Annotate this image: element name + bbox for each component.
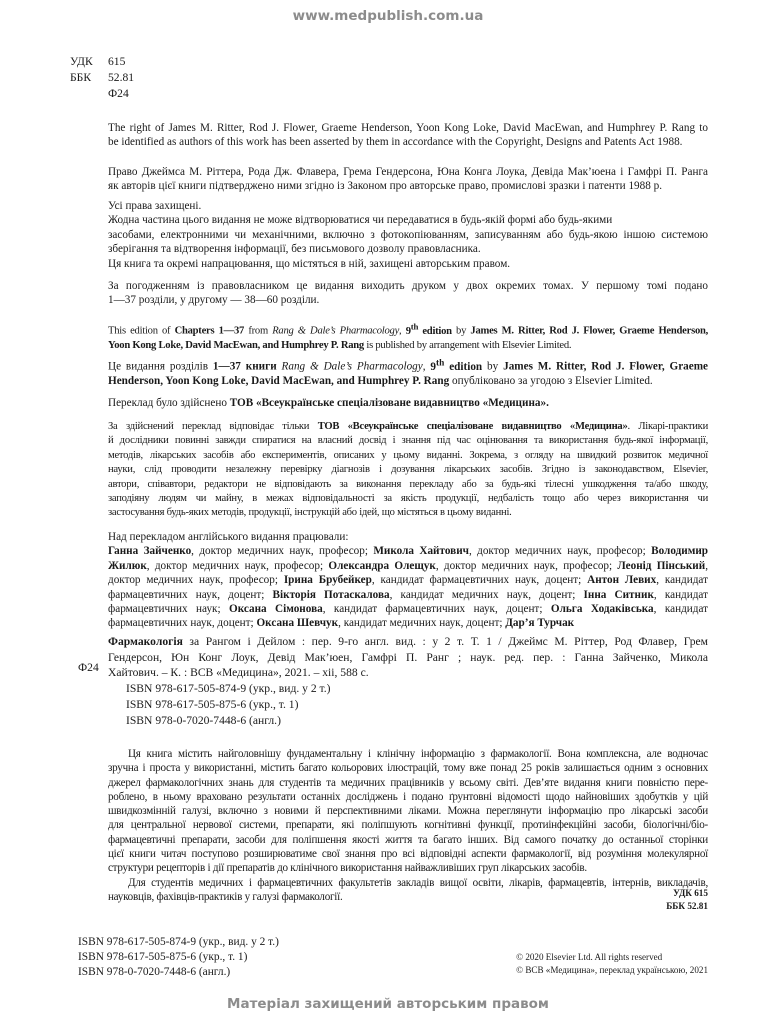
text: Це видання розділів xyxy=(108,360,213,373)
translator-role: , кандидат медичних наук, доцент; xyxy=(338,617,506,630)
translator-name: Ганна Зайченко xyxy=(108,545,192,558)
translator-name: Антон Левих xyxy=(587,574,657,587)
annotation-line: структури рецепторів і дії препаратів до клінічного використання найважливіших груп лікарських засобів. xyxy=(108,862,587,875)
text-line: Ця книга та окремі напрацювання, що містяться в ній, захищені авторським правом. xyxy=(108,257,511,270)
text-line: як авторів цієї книги підтверджено ними згідно із Законом про авторське право, промислові зразки і патенти 1988 р. xyxy=(108,180,663,193)
text-line: Гендерсон, Юн Конг Лоук, Девід Мак’юен, Гамфрі П. Ранг ; наук. ред. пер. : Ганна Зайченко, Микола xyxy=(108,650,708,664)
text-line: методів, лікарських засобів або експериментів, описаних у цьому виданні. Зокрема, з огляду на швидкий розвиток медичної xyxy=(108,449,708,461)
text-line: заподіяну людям чи майну, в межах відповідальності за якість продукції, недбалість тощо або через використання чи xyxy=(108,493,708,505)
edition-suffix: th xyxy=(410,321,419,331)
translators-list xyxy=(108,544,708,630)
text: Переклад було здійснено xyxy=(108,397,230,409)
translator-name: Вікторія Потаскалова xyxy=(272,588,390,601)
text-line xyxy=(108,420,708,434)
text: за Рангом і Дейлом : пер. 9-го англ. вид. : у 2 т. Т. 1 / Джеймс М. Ріттер, Род Флавер, Грем xyxy=(182,635,708,648)
text-line: зберігання та відтворення інформації, без письмового дозволу правовласника. xyxy=(108,243,481,256)
text: by xyxy=(451,325,471,337)
translator-role: , доктор медичних наук, професор; xyxy=(191,545,374,558)
translator-role: , кандидат медичних наук, доцент; xyxy=(389,588,584,601)
text-line xyxy=(108,356,708,374)
edition-word: edition xyxy=(418,325,452,337)
text-line: За погодженням із правовласником це видання виходить друком у двох окремих томах. У першому томі подано xyxy=(108,280,708,292)
translator-role: , доктор медичних наук, професор; xyxy=(108,559,708,587)
code-value: 52.81 xyxy=(108,71,135,84)
translator-name: Дар’я Турчак xyxy=(505,617,575,630)
translator-role: , доктор медичних наук, професор; xyxy=(468,545,652,558)
translator-role: , доктор медичних наук, професор; xyxy=(435,559,618,572)
code-label: УДК xyxy=(70,55,93,68)
translator-role: , кандидат фармацевтичних наук; xyxy=(108,588,708,616)
text-line: Жодна частина цього видання не може відтворюватися чи передаватися в будь-якій формі або будь-якими xyxy=(108,214,613,227)
annotation-line: науковців, фахівців-практиків у галузі фармакології. xyxy=(108,890,343,903)
annotation-line: Для студентів медичних і фармацевтичних факультетів закладів вищої освіти, лікарів, фармацевтів, інтернів, викладачів, xyxy=(128,876,708,889)
isbn-line: ISBN 978-617-505-875-6 (укр., т. 1) xyxy=(126,697,299,711)
book-title: Rang & Dale’s Pharmacology xyxy=(272,325,400,337)
copyright-footer: Матеріал захищений авторським правом xyxy=(227,996,549,1012)
annotation-line: роблено, в ньому враховано результати останніх досліджень і подано ґрунтовні відомості щодо найновіших здобутків у цій xyxy=(108,790,708,803)
text-line xyxy=(108,374,708,388)
authors: Yoon Kong Loke, David MacEwan, and Humphrey P. Rang xyxy=(108,339,364,351)
edition-number xyxy=(405,321,452,337)
rights-english xyxy=(108,121,708,150)
translator-name: Ірина Брубейкер xyxy=(283,574,372,587)
text-line xyxy=(108,634,708,650)
publisher-name: ТОВ «Всеукраїнське спеціалізоване видавництво «Медицина» xyxy=(317,421,628,432)
edition-digit: 9 xyxy=(430,360,437,373)
annotation-line: джерел фармакологічних знань для студентів та медичних працівників у всьому світі. Дев’яте видання книги повністю пере- xyxy=(108,776,708,789)
text: опубліковано за угодою з Elsevier Limited. xyxy=(449,375,653,388)
edition-english xyxy=(108,319,708,353)
authors: Henderson, Yoon Kong Loke, David MacEwan, and Humphrey P. Rang xyxy=(108,375,450,388)
translator-name: Оксана Сімонова xyxy=(229,603,323,616)
edition-ukrainian xyxy=(108,356,708,389)
code-value: 615 xyxy=(108,55,126,68)
text-line: застосування будь-яких методів, продукції, інструкцій або ідей, що містяться в цьому виданні. xyxy=(108,507,512,519)
edition-word: edition xyxy=(444,360,483,373)
text: , xyxy=(422,360,431,373)
text-line xyxy=(108,339,708,353)
translator-name: Володимир Жилюк xyxy=(108,545,708,572)
text-line: й дослідники повинні завжди спиратися на власний досвід і знання під час оцінювання та використання будь-якої інформації, xyxy=(108,435,708,447)
text: by xyxy=(482,360,504,373)
disclaimer xyxy=(108,420,708,521)
text: . Лікарі-практики xyxy=(627,421,708,432)
edition-number xyxy=(430,358,483,373)
annotation-line: Ця книга містить найголовнішу фундаментальну і клінічну інформацію з фармакології. Вона комплексна, але водночас xyxy=(128,748,708,760)
text-line: Хайтович. – К. : ВСВ «Медицина», 2021. – xii, 588 с. xyxy=(108,666,369,680)
edition-suffix: th xyxy=(436,358,445,368)
udk-code: УДК 615 xyxy=(673,888,708,898)
isbn-line: ISBN 978-0-7020-7448-6 (англ.) xyxy=(78,966,231,979)
translators-heading: Над перекладом англійського видання працювали: xyxy=(108,531,349,543)
annotation-line: фармацевтичні препарати, засоби для поліпшення якості життя та багато інших. Від самого початку до останньої сторінки xyxy=(108,833,708,846)
annotation xyxy=(108,747,708,904)
authors: James M. Ritter, Rod J. Flower, Graeme xyxy=(503,360,709,373)
text: from xyxy=(244,325,273,337)
translator-role: , кандидат фармацевтичних наук, доцент; xyxy=(108,574,708,601)
translator-name: Ольга Ходаківська xyxy=(550,603,654,616)
annotation-line: цієї книги читач поступово розширюватиме свої знання про всі відповідні аспекти фармакології, від розуміння молекулярної xyxy=(108,848,708,861)
bbk-code xyxy=(70,70,134,86)
text: is published by arrangement with Elsevier Limited. xyxy=(363,339,572,351)
text-line xyxy=(108,319,708,339)
annotation-line: швидкозмінній галузі, включно з новими й перспективними ліками. Можна переглянути інформацію про лікарські засоби xyxy=(108,805,708,818)
isbn-line: ISBN 978-617-505-874-9 (укр., вид. у 2 т.) xyxy=(126,682,331,696)
translator-name: Микола Хайтович xyxy=(373,545,469,558)
text-line: The right of James M. Ritter, Rod J. Flower, Graeme Henderson, Yoon Kong Loke, David MacEwan, and Humphrey P. Rang to xyxy=(108,122,708,134)
edition-digit: 9 xyxy=(405,325,411,337)
publisher-name: ТОВ «Всеукраїнське спеціалізоване видавництво «Медицина». xyxy=(229,397,549,409)
isbn-list xyxy=(78,935,279,981)
text-line xyxy=(108,396,708,410)
text-line: автори, співавтори, редактори не відповідають за виконання перекладу або за будь-які тілесні ушкодження та/або шкоду, xyxy=(108,478,708,490)
text: За здійснений переклад відповідає тільки xyxy=(108,421,318,432)
classification-codes xyxy=(70,54,134,102)
rights-reserved xyxy=(108,199,708,271)
translator-role: , доктор медичних наук, професор; xyxy=(146,559,329,572)
translator-name: Леонід Пінський xyxy=(617,559,706,572)
bbk-code: ББК 52.81 xyxy=(666,901,708,911)
udk-code xyxy=(70,54,134,70)
authors: James M. Ritter, Rod J. Flower, Graeme Henderson, xyxy=(470,325,709,337)
annotation-line: для центральної нервової системи, препарати, які поліпшують когнітивні функції, протиінфекційні засоби, біологічні/біо- xyxy=(108,819,708,832)
translator-name: Інна Ситник xyxy=(583,588,654,601)
rights-ukrainian xyxy=(108,165,708,194)
copyright-line: © 2020 Elsevier Ltd. All rights reserved xyxy=(516,952,663,962)
annotation-line: зручна і проста у використанні, містить багато кольорових ілюстрацій, тому вже понад 25 років залишається одним з основних xyxy=(108,762,708,775)
text-line: засобами, електронними чи механічними, включно з фотокопіюванням, записуванням або будь-якою іншою системою xyxy=(108,228,708,241)
text-line: науки, слід проводити незалежну перевірку діагнозів і дозування лікарських засобів. Згідно із законодавством, Elsevier, xyxy=(108,464,708,476)
translator-role: , кандидат фармацевтичних наук, доцент; xyxy=(108,603,709,630)
translator-name: Олександра Олещук xyxy=(328,559,436,572)
isbn-line: ISBN 978-617-505-875-6 (укр., т. 1) xyxy=(78,951,248,964)
site-url-header: www.medpublish.com.ua xyxy=(292,8,484,24)
catalog-record xyxy=(108,634,708,728)
text-line: be identified as authors of this work has been asserted by them in accordance with the Copyright, Designs and Patents Act 1988. xyxy=(108,136,683,149)
text: , xyxy=(399,325,406,337)
copyright-notice xyxy=(516,951,708,977)
isbn-line: ISBN 978-617-505-874-9 (укр., вид. у 2 т.) xyxy=(78,936,279,948)
translation-note xyxy=(108,396,708,410)
signature-codes xyxy=(666,887,708,913)
translator-name: Оксана Шевчук xyxy=(256,617,339,630)
code-label: ББК xyxy=(70,71,92,84)
text-line: Право Джеймса М. Ріттера, Рода Дж. Флавера, Грема Гендерсона, Юна Конга Лоука, Девіда Мак’юена і Гамфрі П. Ранга xyxy=(108,166,708,178)
text-line: 1—37 розділи, у другому — 38—60 розділи. xyxy=(108,294,320,307)
chapters-range: Chapters 1—37 xyxy=(174,325,245,337)
translators-section xyxy=(108,530,708,631)
volumes-note xyxy=(108,279,708,308)
chapters-range: 1—37 книги xyxy=(212,360,282,373)
book-title: Rang & Dale’s Pharmacology xyxy=(281,360,423,373)
catalog-title: Фармакологія xyxy=(108,635,183,648)
translator-role: , кандидат фармацевтичних наук, доцент; xyxy=(322,603,551,616)
code-value: Ф24 xyxy=(108,87,129,100)
text-line: Усі права захищені. xyxy=(108,200,202,212)
translator-role: , кандидат фармацевтичних наук, доцент; xyxy=(371,574,588,587)
catalog-index: Ф24 xyxy=(78,661,99,674)
text: This edition of xyxy=(108,325,175,337)
isbn-line: ISBN 978-0-7020-7448-6 (англ.) xyxy=(126,713,281,727)
copyright-line: © ВСВ «Медицина», переклад українською, 2021 xyxy=(516,965,708,975)
author-mark xyxy=(70,86,134,102)
